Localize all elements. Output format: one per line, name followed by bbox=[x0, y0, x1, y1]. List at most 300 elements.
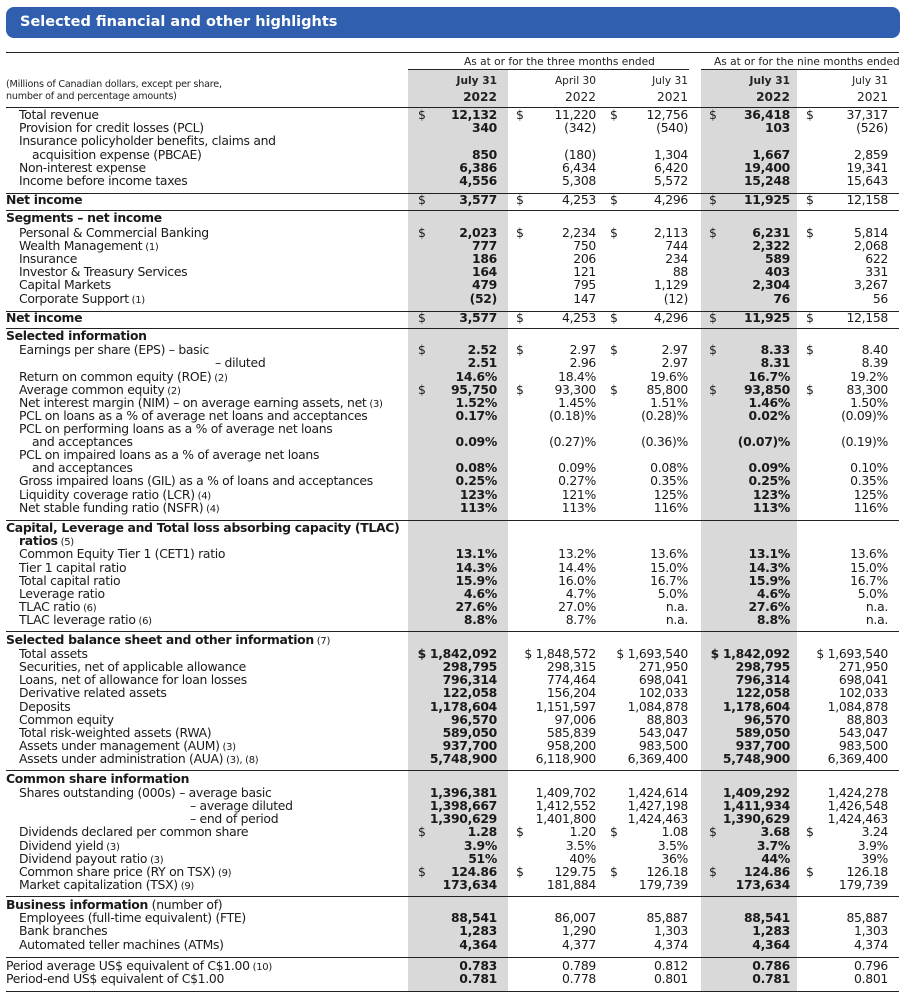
row-label-text: Wealth Management bbox=[19, 238, 143, 253]
rule bbox=[6, 210, 899, 211]
row-label-text: Insurance bbox=[19, 251, 78, 266]
currency-symbol: $ bbox=[610, 107, 618, 122]
row-label-text: Total risk-weighted assets (RWA) bbox=[19, 725, 212, 740]
currency-symbol: $ bbox=[418, 864, 426, 879]
cell-value: 4,364 bbox=[459, 937, 497, 952]
row-label-text: Selected balance sheet and other information bbox=[6, 632, 314, 647]
row-label-text: Return on common equity (ROE) bbox=[19, 369, 212, 384]
cell-value: 12,158 bbox=[846, 192, 888, 207]
footnote-ref: (3) bbox=[147, 855, 164, 866]
row-label-text: and acceptances bbox=[32, 460, 133, 475]
row-label-text: and acceptances bbox=[32, 434, 133, 449]
footnote-ref: (1) bbox=[128, 295, 145, 306]
cell-value: 113% bbox=[752, 500, 790, 515]
currency-symbol: $ bbox=[516, 192, 524, 207]
cell-value: 4.6% bbox=[463, 586, 497, 601]
header-bottom-rule bbox=[6, 107, 899, 108]
cell-value: 13.6% bbox=[650, 546, 688, 561]
cell-value: 1,178,604 bbox=[429, 699, 497, 714]
cell-value: 937,700 bbox=[442, 738, 497, 753]
cell-value: 3.68 bbox=[760, 824, 790, 839]
header-top-rule bbox=[6, 52, 899, 53]
cell-value: 5,814 bbox=[854, 225, 888, 240]
cell-value: 116% bbox=[853, 500, 888, 515]
cell-value: 5,308 bbox=[562, 173, 596, 188]
currency-symbol: $ bbox=[516, 342, 524, 357]
cell-value: 76 bbox=[773, 291, 790, 306]
cell-value: (0.19)% bbox=[841, 434, 888, 449]
cell-value: 0.789 bbox=[562, 958, 596, 973]
footnote-ref: (4) bbox=[194, 491, 211, 502]
cell-value: 19,400 bbox=[743, 160, 790, 175]
cell-value: 589,050 bbox=[735, 725, 790, 740]
row-label bbox=[6, 330, 147, 342]
cell-value: 123% bbox=[752, 487, 790, 502]
cell-value: 234 bbox=[665, 251, 688, 266]
rule bbox=[6, 520, 899, 521]
row-label-text: Segments – net income bbox=[6, 210, 162, 225]
cell-value: 14.4% bbox=[558, 560, 596, 575]
currency-symbol: $ bbox=[516, 310, 524, 325]
row-label-text: Loans, net of allowance for loan losses bbox=[19, 672, 247, 687]
footnote-ref: (6) bbox=[135, 616, 152, 627]
row-label-text: Total revenue bbox=[19, 107, 99, 122]
cell-value: 8.33 bbox=[760, 342, 790, 357]
column-header-period: July 31 bbox=[852, 75, 888, 87]
cell-value: 93,300 bbox=[554, 382, 596, 397]
cell-value: 6,231 bbox=[752, 225, 790, 240]
cell-value: 121% bbox=[561, 487, 596, 502]
cell-value: 164 bbox=[472, 264, 497, 279]
cell-value: 6,434 bbox=[562, 160, 596, 175]
cell-value: 5.0% bbox=[657, 586, 688, 601]
cell-value: 622 bbox=[865, 251, 888, 266]
cell-value: 1,303 bbox=[854, 923, 888, 938]
cell-value: 2.97 bbox=[569, 342, 596, 357]
cell-value: 5,572 bbox=[654, 173, 688, 188]
row-label-text: Total assets bbox=[19, 646, 88, 661]
cell-value: 1,412,552 bbox=[535, 798, 596, 813]
column-header-period: July 31 bbox=[749, 75, 790, 87]
cell-value: 0.35% bbox=[850, 473, 888, 488]
rule bbox=[6, 631, 899, 632]
cell-value: 102,033 bbox=[838, 685, 888, 700]
row-label bbox=[6, 194, 82, 206]
cell-value: (540) bbox=[656, 120, 688, 135]
currency-symbol: $ bbox=[709, 107, 717, 122]
cell-value: 796,314 bbox=[442, 672, 497, 687]
cell-value: 85,887 bbox=[846, 910, 888, 925]
cell-value: 15,248 bbox=[743, 173, 790, 188]
table-bottom-rule bbox=[6, 991, 899, 992]
title-banner bbox=[6, 7, 900, 38]
row-label bbox=[19, 925, 107, 937]
cell-value: 4,253 bbox=[562, 192, 596, 207]
currency-symbol: $ bbox=[418, 310, 426, 325]
cell-value: 0.812 bbox=[654, 958, 688, 973]
cell-value: 13.1% bbox=[455, 546, 497, 561]
row-label-text: Securities, net of applicable allowance bbox=[19, 659, 246, 674]
row-label bbox=[19, 826, 248, 838]
cell-value: 1.20 bbox=[569, 824, 596, 839]
cell-value: 56 bbox=[872, 291, 888, 306]
row-label-text: Income before income taxes bbox=[19, 173, 188, 188]
row-label bbox=[6, 973, 224, 985]
cell-value: 16.0% bbox=[558, 573, 596, 588]
row-label bbox=[19, 614, 152, 627]
cell-value: 88,541 bbox=[450, 910, 497, 925]
footnote-ref: (3) bbox=[366, 399, 383, 410]
cell-value: 85,887 bbox=[646, 910, 688, 925]
cell-value: 51% bbox=[468, 851, 497, 866]
cell-value: 479 bbox=[472, 277, 497, 292]
cell-value: 0.786 bbox=[752, 958, 790, 973]
row-label-text: Net interest margin (NIM) – on average earning assets, net bbox=[19, 395, 367, 410]
cell-value: 2,859 bbox=[854, 147, 888, 162]
cell-value: 1,424,463 bbox=[827, 811, 888, 826]
cell-value: 937,700 bbox=[735, 738, 790, 753]
cell-value: 8.8% bbox=[756, 612, 790, 627]
cell-value: 0.783 bbox=[459, 958, 497, 973]
cell-value: (0.09)% bbox=[841, 408, 888, 423]
currency-symbol: $ bbox=[806, 824, 814, 839]
cell-value: 6,118,900 bbox=[535, 751, 596, 766]
cell-value: (180) bbox=[564, 147, 596, 162]
cell-value: $ 1,842,092 bbox=[417, 646, 497, 661]
cell-value: 0.796 bbox=[854, 958, 888, 973]
cell-value: 40% bbox=[569, 851, 596, 866]
currency-symbol: $ bbox=[516, 382, 524, 397]
cell-value: 181,884 bbox=[546, 877, 596, 892]
currency-symbol: $ bbox=[418, 824, 426, 839]
row-label-text: Net income bbox=[6, 310, 83, 325]
cell-value: 0.801 bbox=[654, 971, 688, 986]
row-label-text: Tier 1 capital ratio bbox=[19, 560, 127, 575]
row-label-text: – diluted bbox=[215, 355, 266, 370]
cell-value: 1,426,548 bbox=[827, 798, 888, 813]
rule bbox=[6, 193, 899, 194]
row-label-text: TLAC leverage ratio bbox=[19, 612, 136, 627]
cell-value: 3,577 bbox=[459, 192, 497, 207]
cell-value: 1,398,667 bbox=[429, 798, 497, 813]
cell-value: 1.52% bbox=[455, 395, 497, 410]
cell-value: 86,007 bbox=[554, 910, 596, 925]
currency-symbol: $ bbox=[806, 342, 814, 357]
column-header-year: 2021 bbox=[656, 90, 688, 104]
cell-value: 36% bbox=[661, 851, 688, 866]
cell-value: n.a. bbox=[865, 599, 888, 614]
row-label-text: TLAC ratio bbox=[19, 599, 81, 614]
row-label-text: Investor & Treasury Services bbox=[19, 264, 188, 279]
rule bbox=[6, 770, 899, 771]
cell-value: 147 bbox=[573, 291, 596, 306]
cell-value: 2,113 bbox=[654, 225, 688, 240]
currency-symbol: $ bbox=[806, 192, 814, 207]
row-label bbox=[215, 357, 265, 369]
cell-value: 1,290 bbox=[562, 923, 596, 938]
column-header-year: 2021 bbox=[856, 90, 888, 104]
cell-value: 13.2% bbox=[558, 546, 596, 561]
cell-value: 173,634 bbox=[735, 877, 790, 892]
cell-value: 11,925 bbox=[743, 192, 790, 207]
cell-value: 16.7% bbox=[748, 369, 790, 384]
cell-value: 2.97 bbox=[661, 355, 688, 370]
cell-value: 403 bbox=[765, 264, 790, 279]
cell-value: 0.25% bbox=[748, 473, 790, 488]
cell-value: 37,317 bbox=[846, 107, 888, 122]
cell-value: 8.31 bbox=[760, 355, 790, 370]
cell-value: 298,795 bbox=[735, 659, 790, 674]
cell-value: 0.08% bbox=[650, 460, 688, 475]
cell-value: 102,033 bbox=[638, 685, 688, 700]
row-label-text: PCL on loans as a % of average net loans and acceptances bbox=[19, 408, 368, 423]
cell-value: 1,151,597 bbox=[535, 699, 596, 714]
cell-value: 11,220 bbox=[554, 107, 596, 122]
cell-value: 4,253 bbox=[562, 310, 596, 325]
cell-value: 6,369,400 bbox=[827, 751, 888, 766]
cell-value: 1,424,463 bbox=[627, 811, 688, 826]
row-label-text: – end of period bbox=[190, 811, 279, 826]
cell-value: 8.40 bbox=[861, 342, 888, 357]
currency-symbol: $ bbox=[610, 192, 618, 207]
cell-value: 1,401,800 bbox=[535, 811, 596, 826]
row-label-text: Derivative related assets bbox=[19, 685, 167, 700]
cell-value: 698,041 bbox=[838, 672, 888, 687]
cell-value: 1,283 bbox=[752, 923, 790, 938]
row-label-text: Common Equity Tier 1 (CET1) ratio bbox=[19, 546, 226, 561]
footnote-ref: (6) bbox=[80, 603, 97, 614]
cell-value: 0.09% bbox=[455, 434, 497, 449]
cell-value: 0.781 bbox=[459, 971, 497, 986]
row-label bbox=[19, 293, 145, 306]
cell-value: 1,390,629 bbox=[722, 811, 790, 826]
currency-symbol: $ bbox=[610, 310, 618, 325]
cell-value: 206 bbox=[573, 251, 596, 266]
cell-value: 27.6% bbox=[455, 599, 497, 614]
cell-value: 1,424,278 bbox=[827, 785, 888, 800]
cell-value: 36,418 bbox=[743, 107, 790, 122]
cell-value: 0.35% bbox=[650, 473, 688, 488]
currency-symbol: $ bbox=[418, 225, 426, 240]
row-label-text: – average diluted bbox=[190, 798, 293, 813]
cell-value: 13.6% bbox=[850, 546, 888, 561]
cell-value: 95,750 bbox=[450, 382, 497, 397]
row-label-text: Non-interest expense bbox=[19, 160, 146, 175]
footnote-ref: (10) bbox=[249, 962, 272, 973]
row-label bbox=[6, 773, 189, 785]
cell-value: 12,132 bbox=[450, 107, 497, 122]
currency-symbol: $ bbox=[806, 107, 814, 122]
row-label-text: Period average US$ equivalent of C$1.00 bbox=[6, 958, 250, 973]
row-label bbox=[6, 212, 162, 224]
cell-value: 4,556 bbox=[459, 173, 497, 188]
cell-value: 19.6% bbox=[650, 369, 688, 384]
cell-value: 4,374 bbox=[654, 937, 688, 952]
cell-value: 1,283 bbox=[459, 923, 497, 938]
cell-value: 15.0% bbox=[650, 560, 688, 575]
cell-value: n.a. bbox=[665, 599, 688, 614]
cell-value: $ 1,848,572 bbox=[524, 646, 596, 661]
row-label-text: Assets under management (AUM) bbox=[19, 738, 220, 753]
cell-value: 4,296 bbox=[654, 310, 688, 325]
cell-value: (526) bbox=[856, 120, 888, 135]
cell-value: 14.3% bbox=[748, 560, 790, 575]
cell-value: 27.0% bbox=[558, 599, 596, 614]
cell-value: 156,204 bbox=[546, 685, 596, 700]
cell-value: 271,950 bbox=[838, 659, 888, 674]
footnote-ref: (3), (8) bbox=[223, 755, 259, 766]
cell-value: 19.2% bbox=[850, 369, 888, 384]
row-label bbox=[19, 175, 187, 187]
cell-value: (342) bbox=[564, 120, 596, 135]
cell-value: n.a. bbox=[865, 612, 888, 627]
column-header-year: 2022 bbox=[564, 90, 596, 104]
column-header-period: April 30 bbox=[554, 75, 596, 87]
rule bbox=[6, 328, 899, 329]
cell-value: 1,390,629 bbox=[429, 811, 497, 826]
cell-value: 88,541 bbox=[743, 910, 790, 925]
units-note: (Millions of Canadian dollars, except per share, bbox=[6, 79, 222, 90]
column-header-year: 2022 bbox=[756, 90, 790, 104]
column-header-year: 2022 bbox=[463, 90, 497, 104]
cell-value: 18.4% bbox=[558, 369, 596, 384]
currency-symbol: $ bbox=[610, 225, 618, 240]
footnote-ref: (3) bbox=[219, 742, 236, 753]
row-label-text: Common equity bbox=[19, 712, 114, 727]
cell-value: 4.7% bbox=[565, 586, 596, 601]
cell-value: 129.75 bbox=[554, 864, 596, 879]
cell-value: 1,396,381 bbox=[429, 785, 497, 800]
cell-value: 298,795 bbox=[442, 659, 497, 674]
cell-value: 0.801 bbox=[854, 971, 888, 986]
cell-value: 14.6% bbox=[455, 369, 497, 384]
cell-value: 4.6% bbox=[756, 586, 790, 601]
cell-value: 11,925 bbox=[743, 310, 790, 325]
cell-value: 3,267 bbox=[854, 277, 888, 292]
cell-value: (52) bbox=[469, 291, 497, 306]
currency-symbol: $ bbox=[418, 192, 426, 207]
cell-value: 0.27% bbox=[558, 473, 596, 488]
cell-value: 1,084,878 bbox=[827, 699, 888, 714]
cell-value: 585,839 bbox=[546, 725, 596, 740]
currency-symbol: $ bbox=[418, 342, 426, 357]
cell-value: 12,756 bbox=[646, 107, 688, 122]
currency-symbol: $ bbox=[709, 342, 717, 357]
cell-value: 8.39 bbox=[861, 355, 888, 370]
row-label bbox=[19, 279, 111, 291]
row-label-text: Dividend yield bbox=[19, 838, 104, 853]
row-label-text: Capital, Leverage and Total loss absorbing capacity (TLAC) bbox=[6, 520, 400, 535]
footnote-ref: (2) bbox=[211, 373, 228, 384]
period-group-three: As at or for the three months ended bbox=[464, 56, 655, 68]
cell-value: 850 bbox=[472, 147, 497, 162]
cell-value: 16.7% bbox=[650, 573, 688, 588]
currency-symbol: $ bbox=[806, 225, 814, 240]
cell-value: 796,314 bbox=[735, 672, 790, 687]
row-label-text: Bank branches bbox=[19, 923, 108, 938]
cell-value: 125% bbox=[653, 487, 688, 502]
cell-value: 271,950 bbox=[638, 659, 688, 674]
row-label bbox=[19, 687, 167, 699]
cell-value: 0.778 bbox=[562, 971, 596, 986]
row-label-text: Period-end US$ equivalent of C$1.00 bbox=[6, 971, 225, 986]
column-header-period: July 31 bbox=[652, 75, 688, 87]
cell-value: 0.02% bbox=[748, 408, 790, 423]
currency-symbol: $ bbox=[806, 864, 814, 879]
row-label-text: Deposits bbox=[19, 699, 71, 714]
cell-value: 589 bbox=[765, 251, 790, 266]
cell-value: 122,058 bbox=[735, 685, 790, 700]
cell-value: 744 bbox=[665, 238, 688, 253]
cell-value: (0.27)% bbox=[549, 434, 596, 449]
cell-value: 96,570 bbox=[450, 712, 497, 727]
row-label-text: Business information bbox=[6, 897, 149, 912]
cell-value: 1,129 bbox=[654, 277, 688, 292]
cell-value: 19,341 bbox=[846, 160, 888, 175]
cell-value: 750 bbox=[573, 238, 596, 253]
cell-value: 124.86 bbox=[450, 864, 497, 879]
cell-value: (0.28)% bbox=[641, 408, 688, 423]
row-label-text: Leverage ratio bbox=[19, 586, 105, 601]
cell-value: 298,315 bbox=[546, 659, 596, 674]
row-label bbox=[6, 522, 399, 534]
row-label bbox=[19, 753, 258, 766]
row-label-text: ratios bbox=[19, 533, 58, 548]
cell-value: 124.86 bbox=[743, 864, 790, 879]
cell-value: (0.07)% bbox=[737, 434, 790, 449]
cell-value: (0.36)% bbox=[641, 434, 688, 449]
cell-value: 698,041 bbox=[638, 672, 688, 687]
cell-value: 97,006 bbox=[554, 712, 596, 727]
row-label bbox=[19, 939, 224, 951]
cell-value: 179,739 bbox=[638, 877, 688, 892]
cell-value: 958,200 bbox=[546, 738, 596, 753]
row-label-text: Gross impaired loans (GIL) as a % of loans and acceptances bbox=[19, 473, 373, 488]
cell-value: 88,803 bbox=[646, 712, 688, 727]
currency-symbol: $ bbox=[709, 192, 717, 207]
currency-symbol: $ bbox=[418, 382, 426, 397]
cell-value: 0.09% bbox=[748, 460, 790, 475]
rule bbox=[6, 957, 899, 958]
cell-value: 1,178,604 bbox=[722, 699, 790, 714]
cell-value: 1.46% bbox=[748, 395, 790, 410]
cell-value: 15.0% bbox=[850, 560, 888, 575]
cell-value: 777 bbox=[472, 238, 497, 253]
row-label bbox=[19, 344, 209, 356]
cell-value: 1.28 bbox=[467, 824, 497, 839]
cell-value: 0.09% bbox=[558, 460, 596, 475]
cell-value: 2.51 bbox=[467, 355, 497, 370]
period-group-nine: As at or for the nine months ended bbox=[714, 56, 900, 68]
cell-value: 113% bbox=[459, 500, 497, 515]
row-label-text: Assets under administration (AUA) bbox=[19, 751, 224, 766]
page-title: Selected financial and other highlights bbox=[20, 14, 338, 30]
cell-value: 5.0% bbox=[857, 586, 888, 601]
cell-value: 1,303 bbox=[654, 923, 688, 938]
row-label-text: Dividends declared per common share bbox=[19, 824, 249, 839]
cell-value: 340 bbox=[472, 120, 497, 135]
cell-value: $ 1,693,540 bbox=[816, 646, 888, 661]
cell-value: 2,304 bbox=[752, 277, 790, 292]
footnote-ref: (2) bbox=[164, 386, 181, 397]
cell-value: 3.9% bbox=[463, 838, 497, 853]
currency-symbol: $ bbox=[516, 824, 524, 839]
cell-value: 6,369,400 bbox=[627, 751, 688, 766]
row-label-text: Shares outstanding (000s) – average basic bbox=[19, 785, 272, 800]
cell-value: 5,748,900 bbox=[429, 751, 497, 766]
cell-value: 123% bbox=[459, 487, 497, 502]
row-label-text: Average common equity bbox=[19, 382, 165, 397]
